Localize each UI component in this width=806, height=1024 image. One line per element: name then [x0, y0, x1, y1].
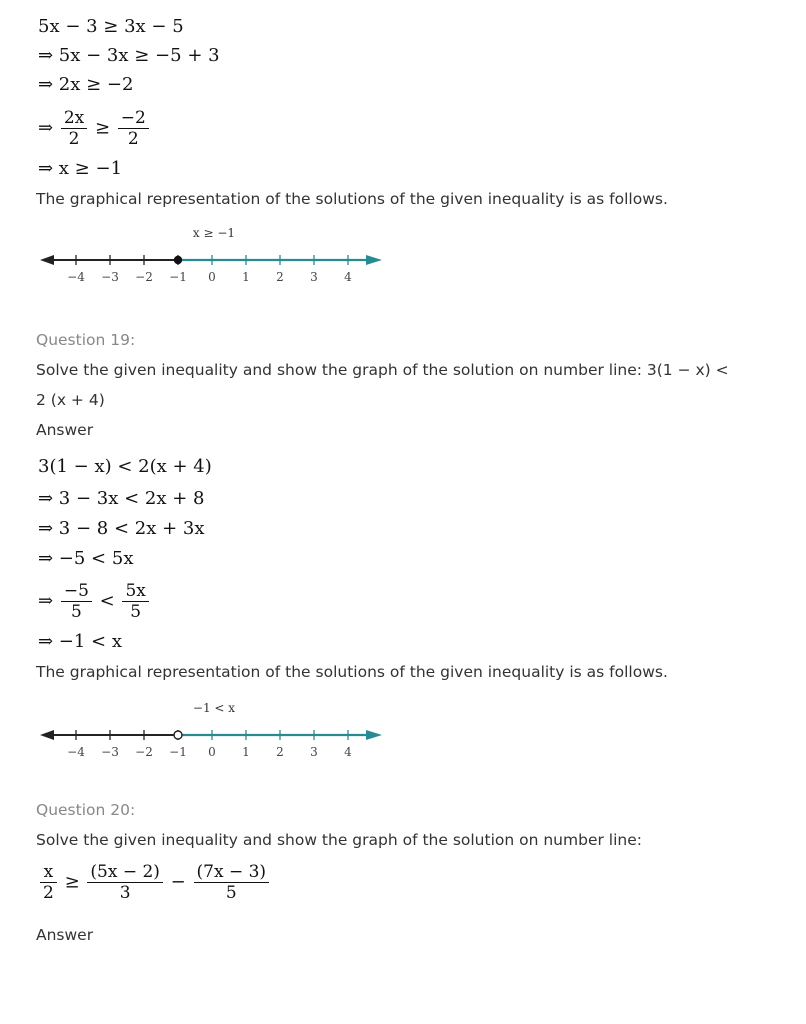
left-arrow-icon [40, 730, 54, 740]
math-fraction-step [38, 108, 151, 149]
numerator: 5x [122, 581, 148, 602]
right-arrow-icon [366, 730, 382, 740]
question-text: Solve the given inequality and show the graph of the solution on number line: 3(1 − x) < [36, 361, 729, 379]
fraction [87, 862, 163, 903]
fraction [40, 862, 57, 903]
tick-label: −4 [67, 270, 85, 284]
question-title: Question 19: [36, 331, 136, 349]
tick-label: 0 [208, 270, 216, 284]
tick-label: −4 [67, 745, 85, 759]
denominator: 5 [130, 602, 142, 622]
tick-label: 3 [310, 270, 318, 284]
math-step: 3(1 − x) < 2(x + 4) [38, 456, 212, 477]
tick-label: 2 [276, 270, 284, 284]
inequality-label: x ≥ −1 [192, 226, 236, 240]
question-text: Solve the given inequality and show the graph of the solution on number line: [36, 831, 642, 849]
numerator: (7x − 3) [194, 862, 270, 883]
tick-label: −3 [101, 745, 119, 759]
math-expression [38, 862, 271, 903]
number-line [36, 222, 396, 286]
tick-label: 2 [276, 745, 284, 759]
fraction [61, 108, 87, 149]
math-step: ⇒ −5 < 5x [38, 548, 134, 569]
left-arrow-icon [40, 255, 54, 265]
tick-label: 1 [242, 745, 250, 759]
graph-description: The graphical representation of the solutions of the given inequality is as follows. [36, 190, 668, 208]
tick-label: 1 [242, 270, 250, 284]
answer-label: Answer [36, 926, 94, 944]
math-step: 5x − 3 ≥ 3x − 5 [38, 16, 184, 37]
inequality-label: −1 < x [192, 701, 236, 715]
math-step: ⇒ 5x − 3x ≥ −5 + 3 [38, 45, 220, 66]
relation: ≥ [94, 117, 111, 139]
tick-label: −1 [169, 745, 187, 759]
implies-arrow: ⇒ [38, 590, 54, 612]
denominator: 2 [68, 129, 80, 149]
tick-label: 0 [208, 745, 216, 759]
graph-description: The graphical representation of the solutions of the given inequality is as follows. [36, 663, 668, 681]
numerator: (5x − 2) [87, 862, 163, 883]
denominator: 5 [70, 602, 82, 622]
math-step: ⇒ 3 − 3x < 2x + 8 [38, 488, 205, 509]
math-result: ⇒ −1 < x [38, 631, 123, 652]
numerator: −2 [118, 108, 149, 129]
tick-label: 3 [310, 745, 318, 759]
denominator: 2 [127, 129, 139, 149]
number-line [36, 697, 396, 761]
tick-label: −2 [135, 745, 153, 759]
math-step: ⇒ 2x ≥ −2 [38, 74, 134, 95]
numerator: x [40, 862, 57, 883]
math-result: ⇒ x ≥ −1 [38, 158, 123, 179]
denominator: 3 [119, 883, 131, 903]
math-step: ⇒ 3 − 8 < 2x + 3x [38, 518, 205, 539]
tick-label: 4 [344, 745, 352, 759]
denominator: 5 [225, 883, 237, 903]
answer-label: Answer [36, 421, 94, 439]
numerator: 2x [61, 108, 87, 129]
fraction [61, 581, 92, 622]
fraction [118, 108, 149, 149]
denominator: 2 [43, 883, 54, 903]
filled-point [174, 256, 182, 264]
open-point [174, 731, 182, 739]
fraction [194, 862, 270, 903]
relation: ≥ [64, 871, 80, 893]
operator: − [170, 871, 186, 893]
numerator: −5 [61, 581, 92, 602]
tick-label: −3 [101, 270, 119, 284]
tick-label: −1 [169, 270, 187, 284]
implies-arrow: ⇒ [38, 117, 54, 139]
relation: < [99, 590, 115, 612]
tick-label: −2 [135, 270, 153, 284]
right-arrow-icon [366, 255, 382, 265]
math-fraction-step [38, 581, 151, 622]
fraction [122, 581, 148, 622]
question-text: 2 (x + 4) [36, 391, 105, 409]
tick-label: 4 [344, 270, 352, 284]
question-title: Question 20: [36, 801, 136, 819]
